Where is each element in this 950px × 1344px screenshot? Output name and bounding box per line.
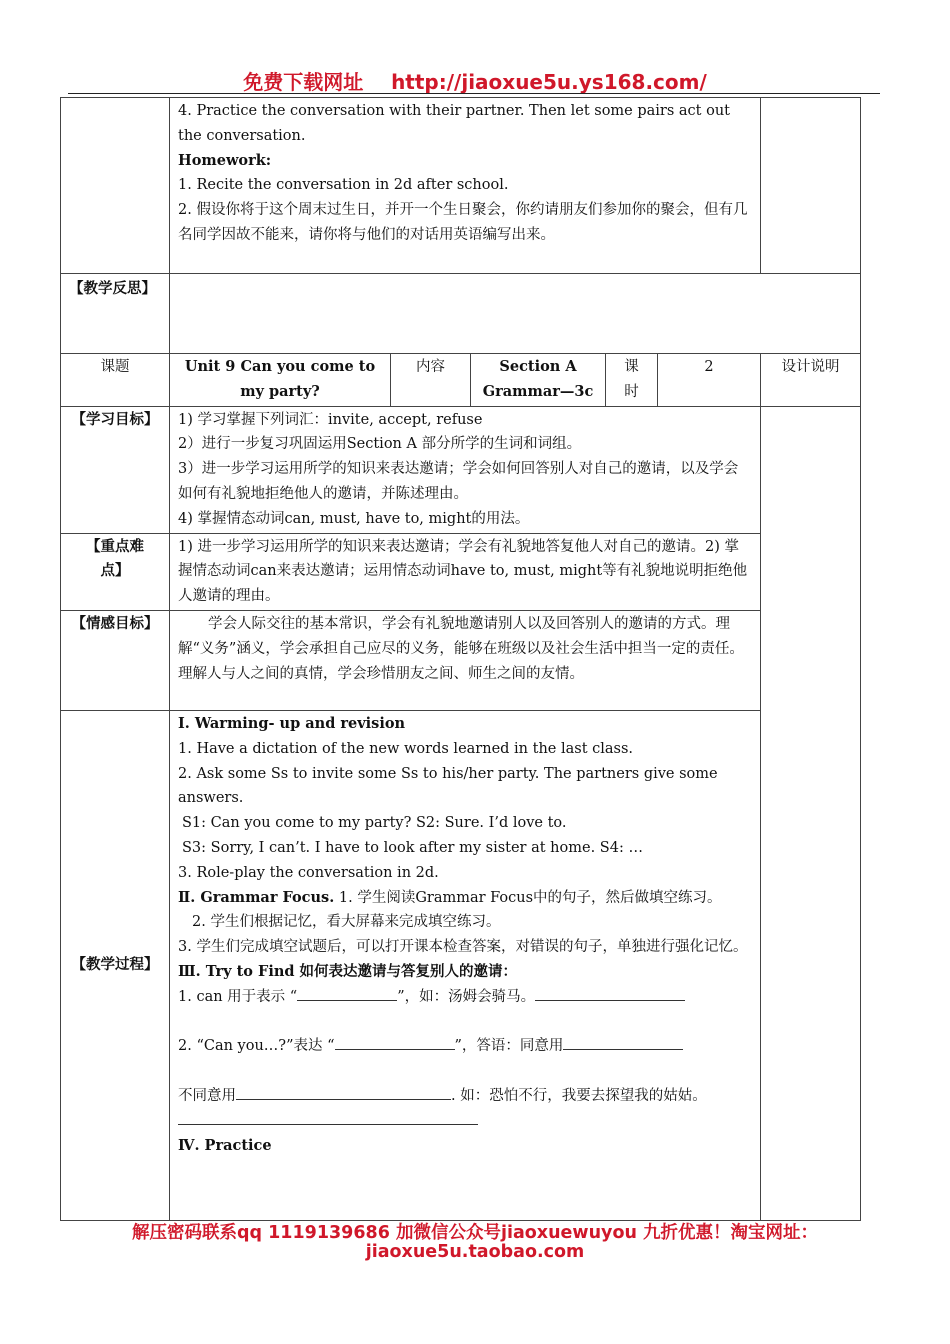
notes-cell xyxy=(761,98,861,274)
header-url-link[interactable]: http://jiaoxue5u.ys168.com/ xyxy=(391,70,707,94)
fill-item-3-suffix: . 如：恐怕不行，我要去探望我的姑姑。 xyxy=(451,1087,707,1104)
topic-value: Unit 9 Can you come to my party? xyxy=(170,354,391,407)
content-label: 内容 xyxy=(391,354,471,407)
section1-title: Ⅰ. Warming- up and revision xyxy=(178,714,406,732)
empty-label-cell xyxy=(61,98,170,274)
period-label: 课时 xyxy=(606,354,658,407)
goal-item: 3）进一步学习运用所学的知识来表达邀请；学会如何回答别人对自己的邀请，以及学会如何有礼貌地拒绝他人的邀请，并陈述理由。 xyxy=(178,461,739,502)
section2-item-1: 1. 学生阅读Grammar Focus中的句子，然后做填空练习。 xyxy=(334,889,722,906)
reflection-row xyxy=(61,274,861,354)
previous-lesson-row xyxy=(61,98,861,274)
goals-row xyxy=(61,406,861,533)
fill-item-2-prefix: 2. “Can you…?”表达 “ xyxy=(178,1038,335,1055)
section1-item-1: 1. Have a dictation of the new words learned in the last class. xyxy=(178,740,634,757)
section2-title: Ⅱ. Grammar Focus. xyxy=(178,888,335,906)
fill-blank[interactable] xyxy=(178,1109,478,1125)
goals-content xyxy=(170,406,761,533)
header-site-label: 免费下载网址 xyxy=(243,70,364,94)
goal-item: 1) 学习掌握下列词汇：invite, accept, refuse xyxy=(178,411,483,428)
fill-item-1-suffix: ”，如：汤姆会骑马。 xyxy=(397,988,536,1005)
section2-item-2: 2. 学生们根据记忆，看大屏幕来完成填空练习。 xyxy=(192,914,501,931)
design-notes-column xyxy=(761,406,861,1220)
key-points-content: 1) 进一步学习运用所学的知识来表达邀请；学会有礼貌地答复他人对自己的邀请。2) 掌握情态动词can来表达邀请；运用情态动词have to, must, might等有礼貌地说明拒绝他人邀请的理由。 xyxy=(170,533,761,610)
topic-label: 课题 xyxy=(61,354,170,407)
section1-item-3: 3. Role-play the conversation in 2d. xyxy=(178,864,439,881)
fill-blank[interactable] xyxy=(335,1034,455,1050)
fill-blank[interactable] xyxy=(535,985,685,1001)
footer-line-1: 解压密码联系qq 1119139686 加微信公众号jiaoxuewuyou 九折优惠！淘宝网址： xyxy=(131,1223,819,1243)
fill-blank[interactable] xyxy=(236,1084,451,1100)
header-divider xyxy=(68,93,880,94)
process-label: 【教学过程】 xyxy=(61,710,170,1220)
fill-item-3-prefix: 不同意用 xyxy=(178,1087,236,1104)
dialog-line-2: S3: Sorry, I can’t. I have to look after my sister at home. S4: … xyxy=(182,839,643,856)
reflection-label: 【教学反思】 xyxy=(61,274,170,354)
emotion-content: 学会人际交往的基本常识，学会有礼貌地邀请别人以及回答别人的邀请的方式。理解“义务”涵义，学会承担自己应尽的义务，能够在班级以及社会生活中担当一定的责任。理解人与人之间的真情，学会珍惜朋友之间、师生之间的友情。 xyxy=(170,610,761,710)
key-points-row xyxy=(61,533,861,610)
emotion-label: 【情感目标】 xyxy=(61,610,170,710)
homework-title: Homework: xyxy=(178,151,272,169)
reflection-content xyxy=(170,274,861,354)
section1-item-2: 2. Ask some Ss to invite some Ss to his/her party. The partners give some answers. xyxy=(178,765,718,807)
section4-title: Ⅳ. Practice xyxy=(178,1136,272,1154)
fill-item-1-prefix: 1. can 用于表示 “ xyxy=(178,988,298,1005)
fill-blank[interactable] xyxy=(297,985,397,1001)
process-content xyxy=(170,710,761,1220)
lesson-plan-table xyxy=(60,97,861,1221)
lesson-header-row xyxy=(61,354,861,407)
content-value: Section A Grammar—3c xyxy=(471,354,606,407)
dialog-line-1: S1: Can you come to my party? S2: Sure. I’d love to. xyxy=(182,815,567,832)
process-row xyxy=(61,710,861,1220)
page-header xyxy=(0,66,950,95)
design-notes-label: 设计说明 xyxy=(761,354,861,407)
homework-item-2: 2. 假设你将于这个周末过生日，并开一个生日聚会，你约请朋友们参加你的聚会，但有几名同学因故不能来，请你将与他们的对话用英语编写出来。 xyxy=(178,202,748,243)
step4-text: 4. Practice the conversation with their partner. Then let some pairs act out the conversation. xyxy=(178,103,731,144)
section3-title: Ⅲ. Try to Find 如何表达邀请与答复别人的邀请： xyxy=(178,962,518,980)
goal-item: 2）进行一步复习巩固运用Section A 部分所学的生词和词组。 xyxy=(178,436,582,453)
previous-lesson-cell xyxy=(170,98,761,274)
goals-label: 【学习目标】 xyxy=(61,406,170,533)
fill-blank[interactable] xyxy=(563,1034,683,1050)
footer-link[interactable]: jiaoxue5u.taobao.com xyxy=(365,1242,585,1262)
period-value: 2 xyxy=(658,354,761,407)
section2-item-3: 3. 学生们完成填空试题后，可以打开课本检查答案，对错误的句子，单独进行强化记忆。 xyxy=(178,939,748,956)
homework-item-1: 1. Recite the conversation in 2d after school. xyxy=(178,177,509,194)
goal-item: 4) 掌握情态动词can, must, have to, might的用法。 xyxy=(178,510,530,527)
emotion-row xyxy=(61,610,861,710)
key-points-label: 【重点难点】 xyxy=(61,533,170,610)
fill-item-2-suffix: ”，答语：同意用 xyxy=(454,1038,564,1055)
